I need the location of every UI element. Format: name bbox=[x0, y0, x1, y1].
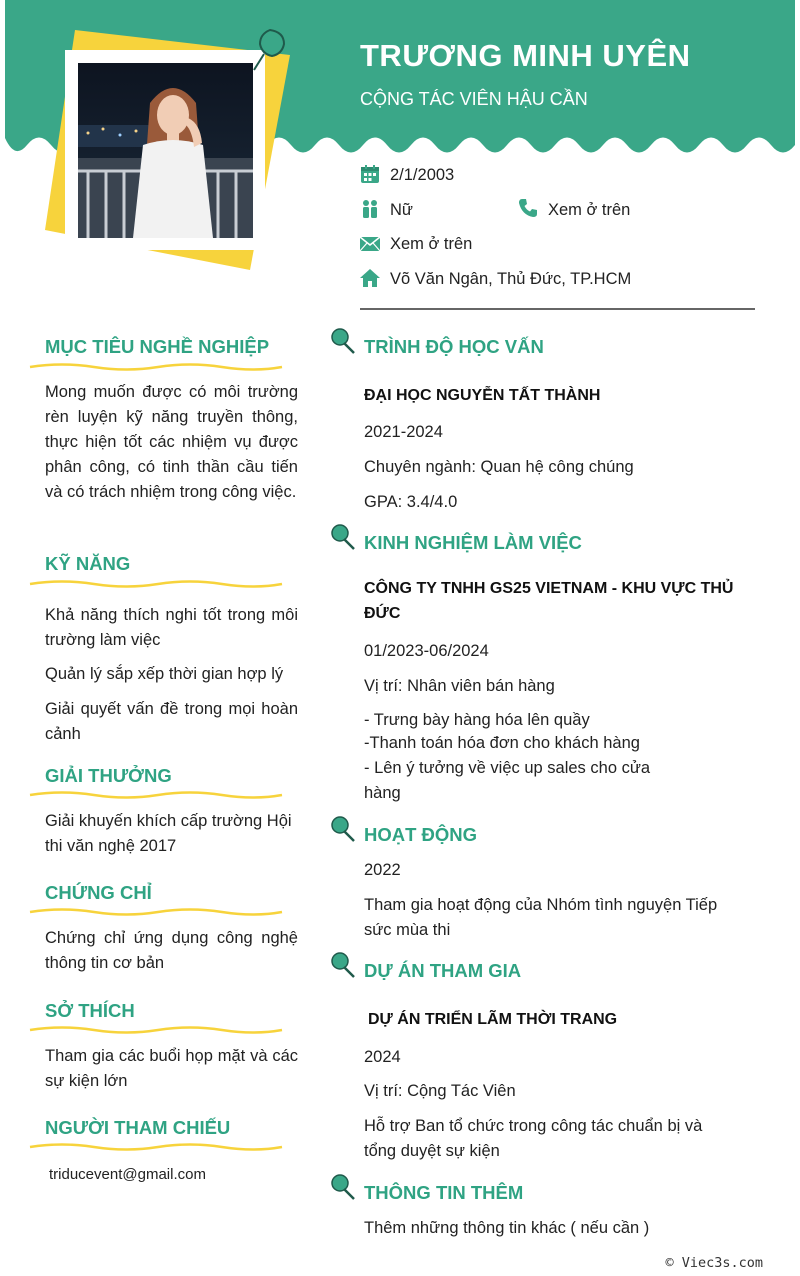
education-heading: TRÌNH ĐỘ HỌC VẤN bbox=[364, 336, 544, 357]
activities-heading: HOẠT ĐỘNG bbox=[364, 824, 478, 845]
project-name: DỰ ÁN TRIỂN LÃM THỜI TRANG bbox=[368, 1011, 618, 1028]
experience-period: 01/2023-06/2024 bbox=[364, 642, 489, 660]
pin-icon bbox=[330, 951, 356, 979]
hobbies-text: Tham gia các buổi họp mặt và các sự kiện lớn bbox=[45, 1047, 298, 1090]
project-description: Hỗ trợ Ban tổ chức trong công tác chuẩn bị và bbox=[364, 1117, 703, 1135]
objective-heading: MỤC TIÊU NGHỀ NGHIỆP bbox=[45, 336, 270, 357]
skill-item: Khả năng thích nghi tốt trong môi trường làm việc bbox=[45, 606, 298, 649]
awards-heading: GIẢI THƯỞNG bbox=[45, 765, 172, 786]
pin-icon bbox=[250, 26, 290, 72]
gender: Nữ bbox=[390, 201, 413, 219]
references-heading: NGƯỜI THAM CHIẾU bbox=[45, 1117, 231, 1138]
experience-position: Vị trí: Nhân viên bán hàng bbox=[364, 677, 555, 695]
experience-duty: - Lên ý tưởng về việc up sales cho cửa bbox=[364, 759, 651, 777]
phone: Xem ở trên bbox=[548, 201, 631, 219]
certificates-heading: CHỨNG CHỈ bbox=[45, 882, 152, 903]
footer-credit: © Viec3s.com bbox=[665, 1255, 763, 1271]
experience-company: ĐỨC bbox=[364, 605, 401, 622]
pin-icon bbox=[330, 1173, 356, 1201]
education-school: ĐẠI HỌC NGUYỄN TẤT THÀNH bbox=[364, 387, 601, 404]
experience-duty: -Thanh toán hóa đơn cho khách hàng bbox=[364, 734, 640, 752]
header-divider bbox=[360, 308, 755, 310]
birthday: 2/1/2003 bbox=[390, 166, 455, 184]
project-description: tổng duyệt sự kiện bbox=[364, 1142, 500, 1160]
additional-text: Thêm những thông tin khác ( nếu cần ) bbox=[364, 1219, 650, 1237]
activities-text: Tham gia hoạt động của Nhóm tình nguyện Tiếp bbox=[364, 896, 718, 914]
activities-year: 2022 bbox=[364, 861, 401, 879]
education-major: Chuyên ngành: Quan hệ công chúng bbox=[364, 458, 634, 476]
objective-text: Mong muốn được có môi trường rèn luyện kỹ năng truyền thông, thực hiện tốt các nhiệm vụ được phân công, có tinh thần cầu tiến và có trách nhiệm trong công việc. bbox=[45, 383, 298, 501]
pin-icon bbox=[330, 815, 356, 843]
project-position: Vị trí: Cộng Tác Viên bbox=[364, 1082, 516, 1100]
project-year: 2024 bbox=[364, 1048, 401, 1066]
pin-icon bbox=[330, 523, 356, 551]
activities-text: sức mùa thi bbox=[364, 921, 451, 939]
people-icon bbox=[360, 199, 380, 219]
skills-heading: KỸ NĂNG bbox=[45, 553, 131, 574]
phone-icon bbox=[518, 198, 538, 218]
awards-text: Giải khuyến khích cấp trường Hội thi văn nghệ 2017 bbox=[45, 812, 292, 855]
calendar-icon bbox=[360, 164, 380, 184]
experience-duty: hàng bbox=[364, 784, 401, 802]
education-gpa: GPA: 3.4/4.0 bbox=[364, 493, 458, 511]
candidate-name: TRƯƠNG MINH UYÊN bbox=[360, 38, 691, 73]
certificates-underline bbox=[28, 906, 284, 918]
awards-underline bbox=[28, 789, 284, 801]
home-icon bbox=[360, 268, 380, 288]
education-period: 2021-2024 bbox=[364, 423, 443, 441]
projects-heading: DỰ ÁN THAM GIA bbox=[364, 960, 522, 981]
hobbies-underline bbox=[28, 1024, 284, 1036]
envelope-icon bbox=[360, 234, 380, 254]
references-underline bbox=[28, 1141, 284, 1153]
reference-email[interactable]: triducevent@gmail.com bbox=[49, 1166, 206, 1183]
address: Võ Văn Ngân, Thủ Đức, TP.HCM bbox=[390, 270, 632, 288]
email: Xem ở trên bbox=[390, 235, 473, 253]
experience-duty: - Trưng bày hàng hóa lên quầy bbox=[364, 711, 590, 729]
skills-underline bbox=[28, 578, 284, 590]
certificates-text: Chứng chỉ ứng dụng công nghệ thông tin cơ bản bbox=[45, 929, 298, 972]
profile-photo bbox=[78, 63, 253, 238]
pin-icon bbox=[330, 327, 356, 355]
skill-item: Giải quyết vấn đề trong mọi hoàn cảnh bbox=[45, 700, 298, 743]
hobbies-heading: SỞ THÍCH bbox=[45, 1000, 135, 1021]
job-title: CỘNG TÁC VIÊN HẬU CẦN bbox=[360, 89, 588, 109]
experience-heading: KINH NGHIỆM LÀM VIỆC bbox=[364, 532, 582, 553]
experience-company: CÔNG TY TNHH GS25 VIETNAM - KHU VỰC THỦ bbox=[364, 580, 734, 597]
additional-heading: THÔNG TIN THÊM bbox=[364, 1182, 524, 1203]
skill-item: Quản lý sắp xếp thời gian hợp lý bbox=[45, 665, 284, 683]
objective-underline bbox=[28, 361, 284, 373]
